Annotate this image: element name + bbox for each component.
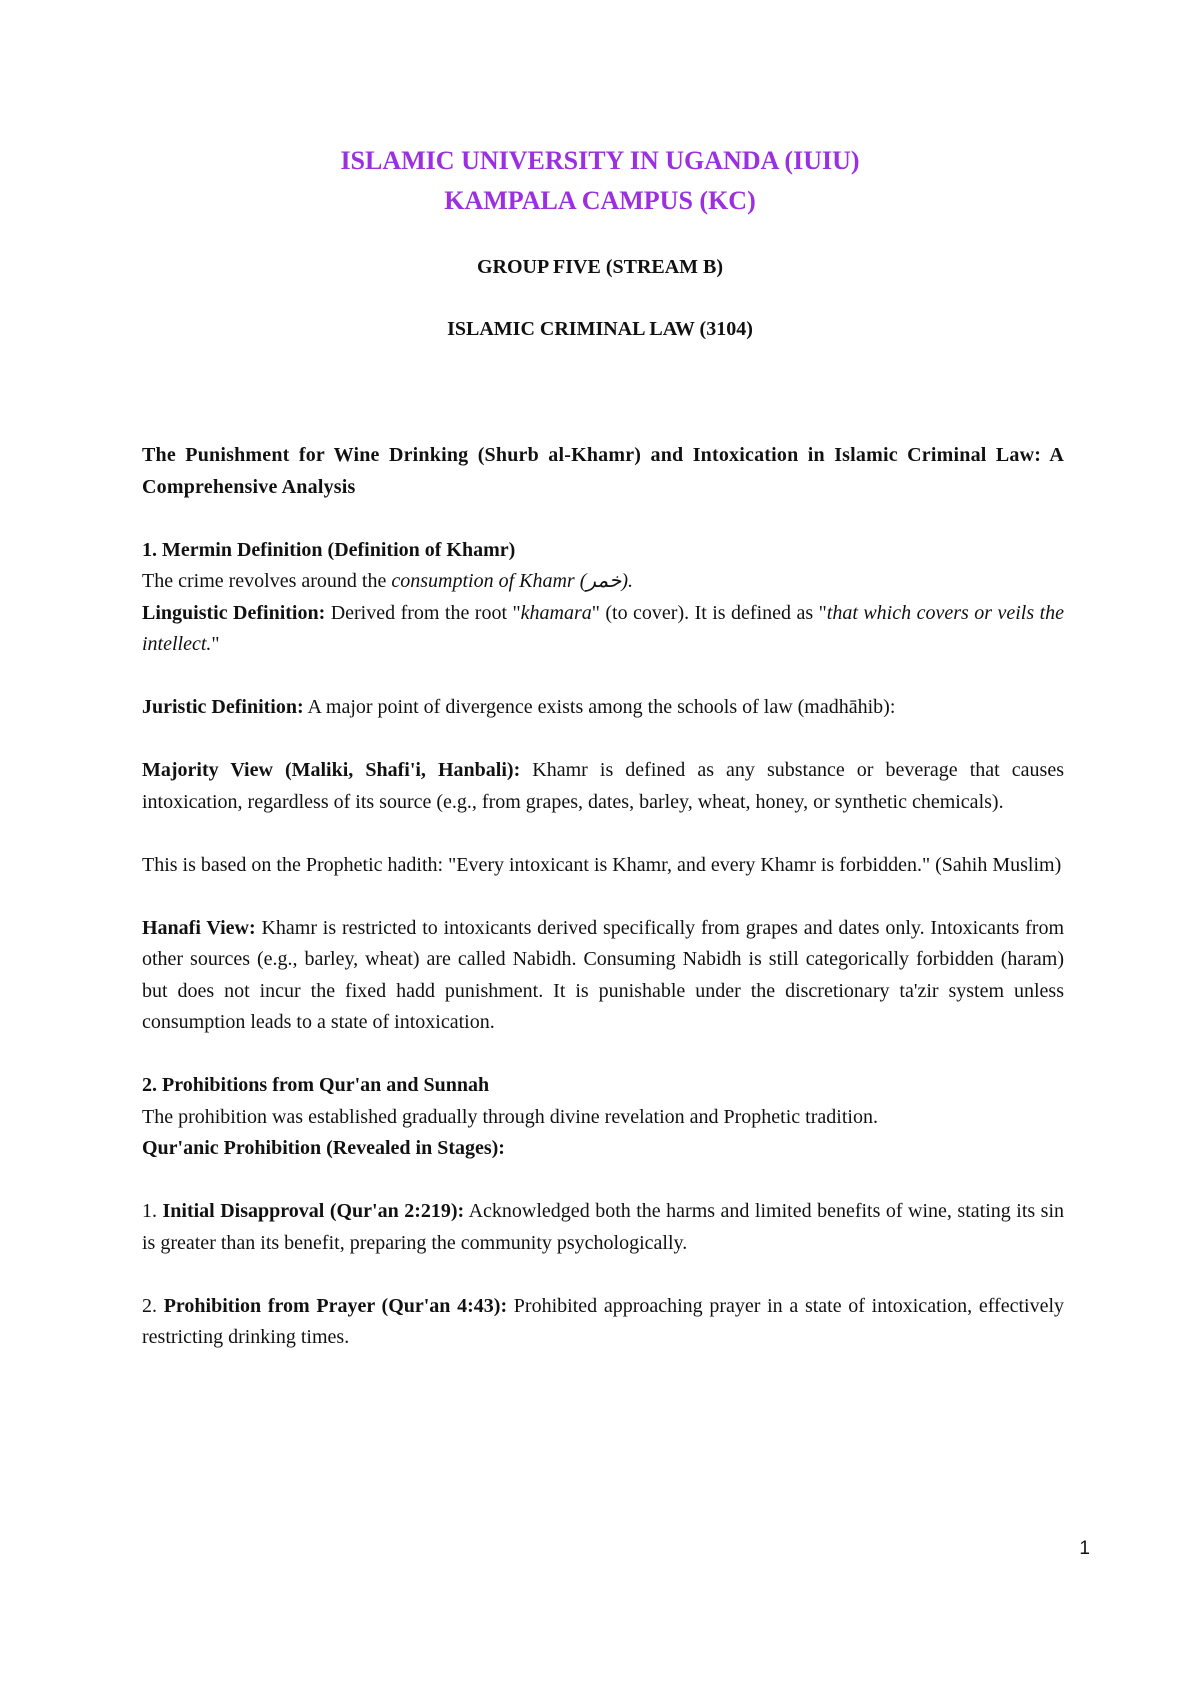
document-title: The Punishment for Wine Drinking (Shurb al-Khamr) and Intoxication in Islamic Criminal Law: A Comprehensive Analysis <box>142 444 1064 498</box>
section-1-intro: The crime revolves around the consumption of Khamr (خمر). <box>142 570 633 592</box>
hadith-quote: This is based on the Prophetic hadith: "Every intoxicant is Khamr, and every Khamr is forbidden." (Sahih Muslim) <box>142 853 1062 876</box>
course-label: ISLAMIC CRIMINAL LAW (3104) <box>447 318 753 340</box>
page-number: 1 <box>1079 1538 1090 1559</box>
hanafi-view: Hanafi View: Khamr is restricted to intoxicants derived specifically from grapes and dates only. Intoxicants from other sources (e.g., barley, wheat) are called Nabidh. Consuming Nabidh is still categorically forbidden (haram) but does not incur the fixed hadd punishment. It is punishable under the discretionary ta'zir system unless consumption leads to a state of intoxication. <box>142 916 1064 1033</box>
majority-view: Majority View (Maliki, Shafi'i, Hanbali): Khamr is defined as any substance or beverage that causes intoxication, regardless of its source (e.g., from grapes, dates, barley, wheat, honey, or synthetic chemicals). <box>142 759 1064 813</box>
section-2-intro: The prohibition was established gradually through divine revelation and Prophetic tradition. <box>142 1105 878 1128</box>
juristic-definition: Juristic Definition: A major point of divergence exists among the schools of law (madhāhib): <box>142 696 896 718</box>
document-body <box>142 440 1064 1354</box>
section-1-heading: 1. Mermin Definition (Definition of Khamr) <box>142 538 516 561</box>
stages-heading: Qur'anic Prohibition (Revealed in Stages): <box>142 1137 505 1159</box>
list-item: 1. Initial Disapproval (Qur'an 2:219): Acknowledged both the harms and limited benefits of wine, stating its sin is greater than its benefit, preparing the community psychologically. <box>142 1200 1064 1254</box>
group-label: GROUP FIVE (STREAM B) <box>476 256 724 278</box>
section-2-heading: 2. Prohibitions from Qur'an and Sunnah <box>142 1074 490 1096</box>
list-item: 2. Prohibition from Prayer (Qur'an 4:43): Prohibited approaching prayer in a state of intoxication, effectively restricting drinking times. <box>142 1294 1065 1348</box>
university-name: ISLAMIC UNIVERSITY IN UGANDA (IUIU) <box>340 146 860 175</box>
linguistic-definition: Linguistic Definition: Derived from the root "khamara" (to cover). It is defined as "that which covers or veils the intellect." <box>142 601 1064 655</box>
campus-name: KAMPALA CAMPUS (KC) <box>444 186 756 215</box>
